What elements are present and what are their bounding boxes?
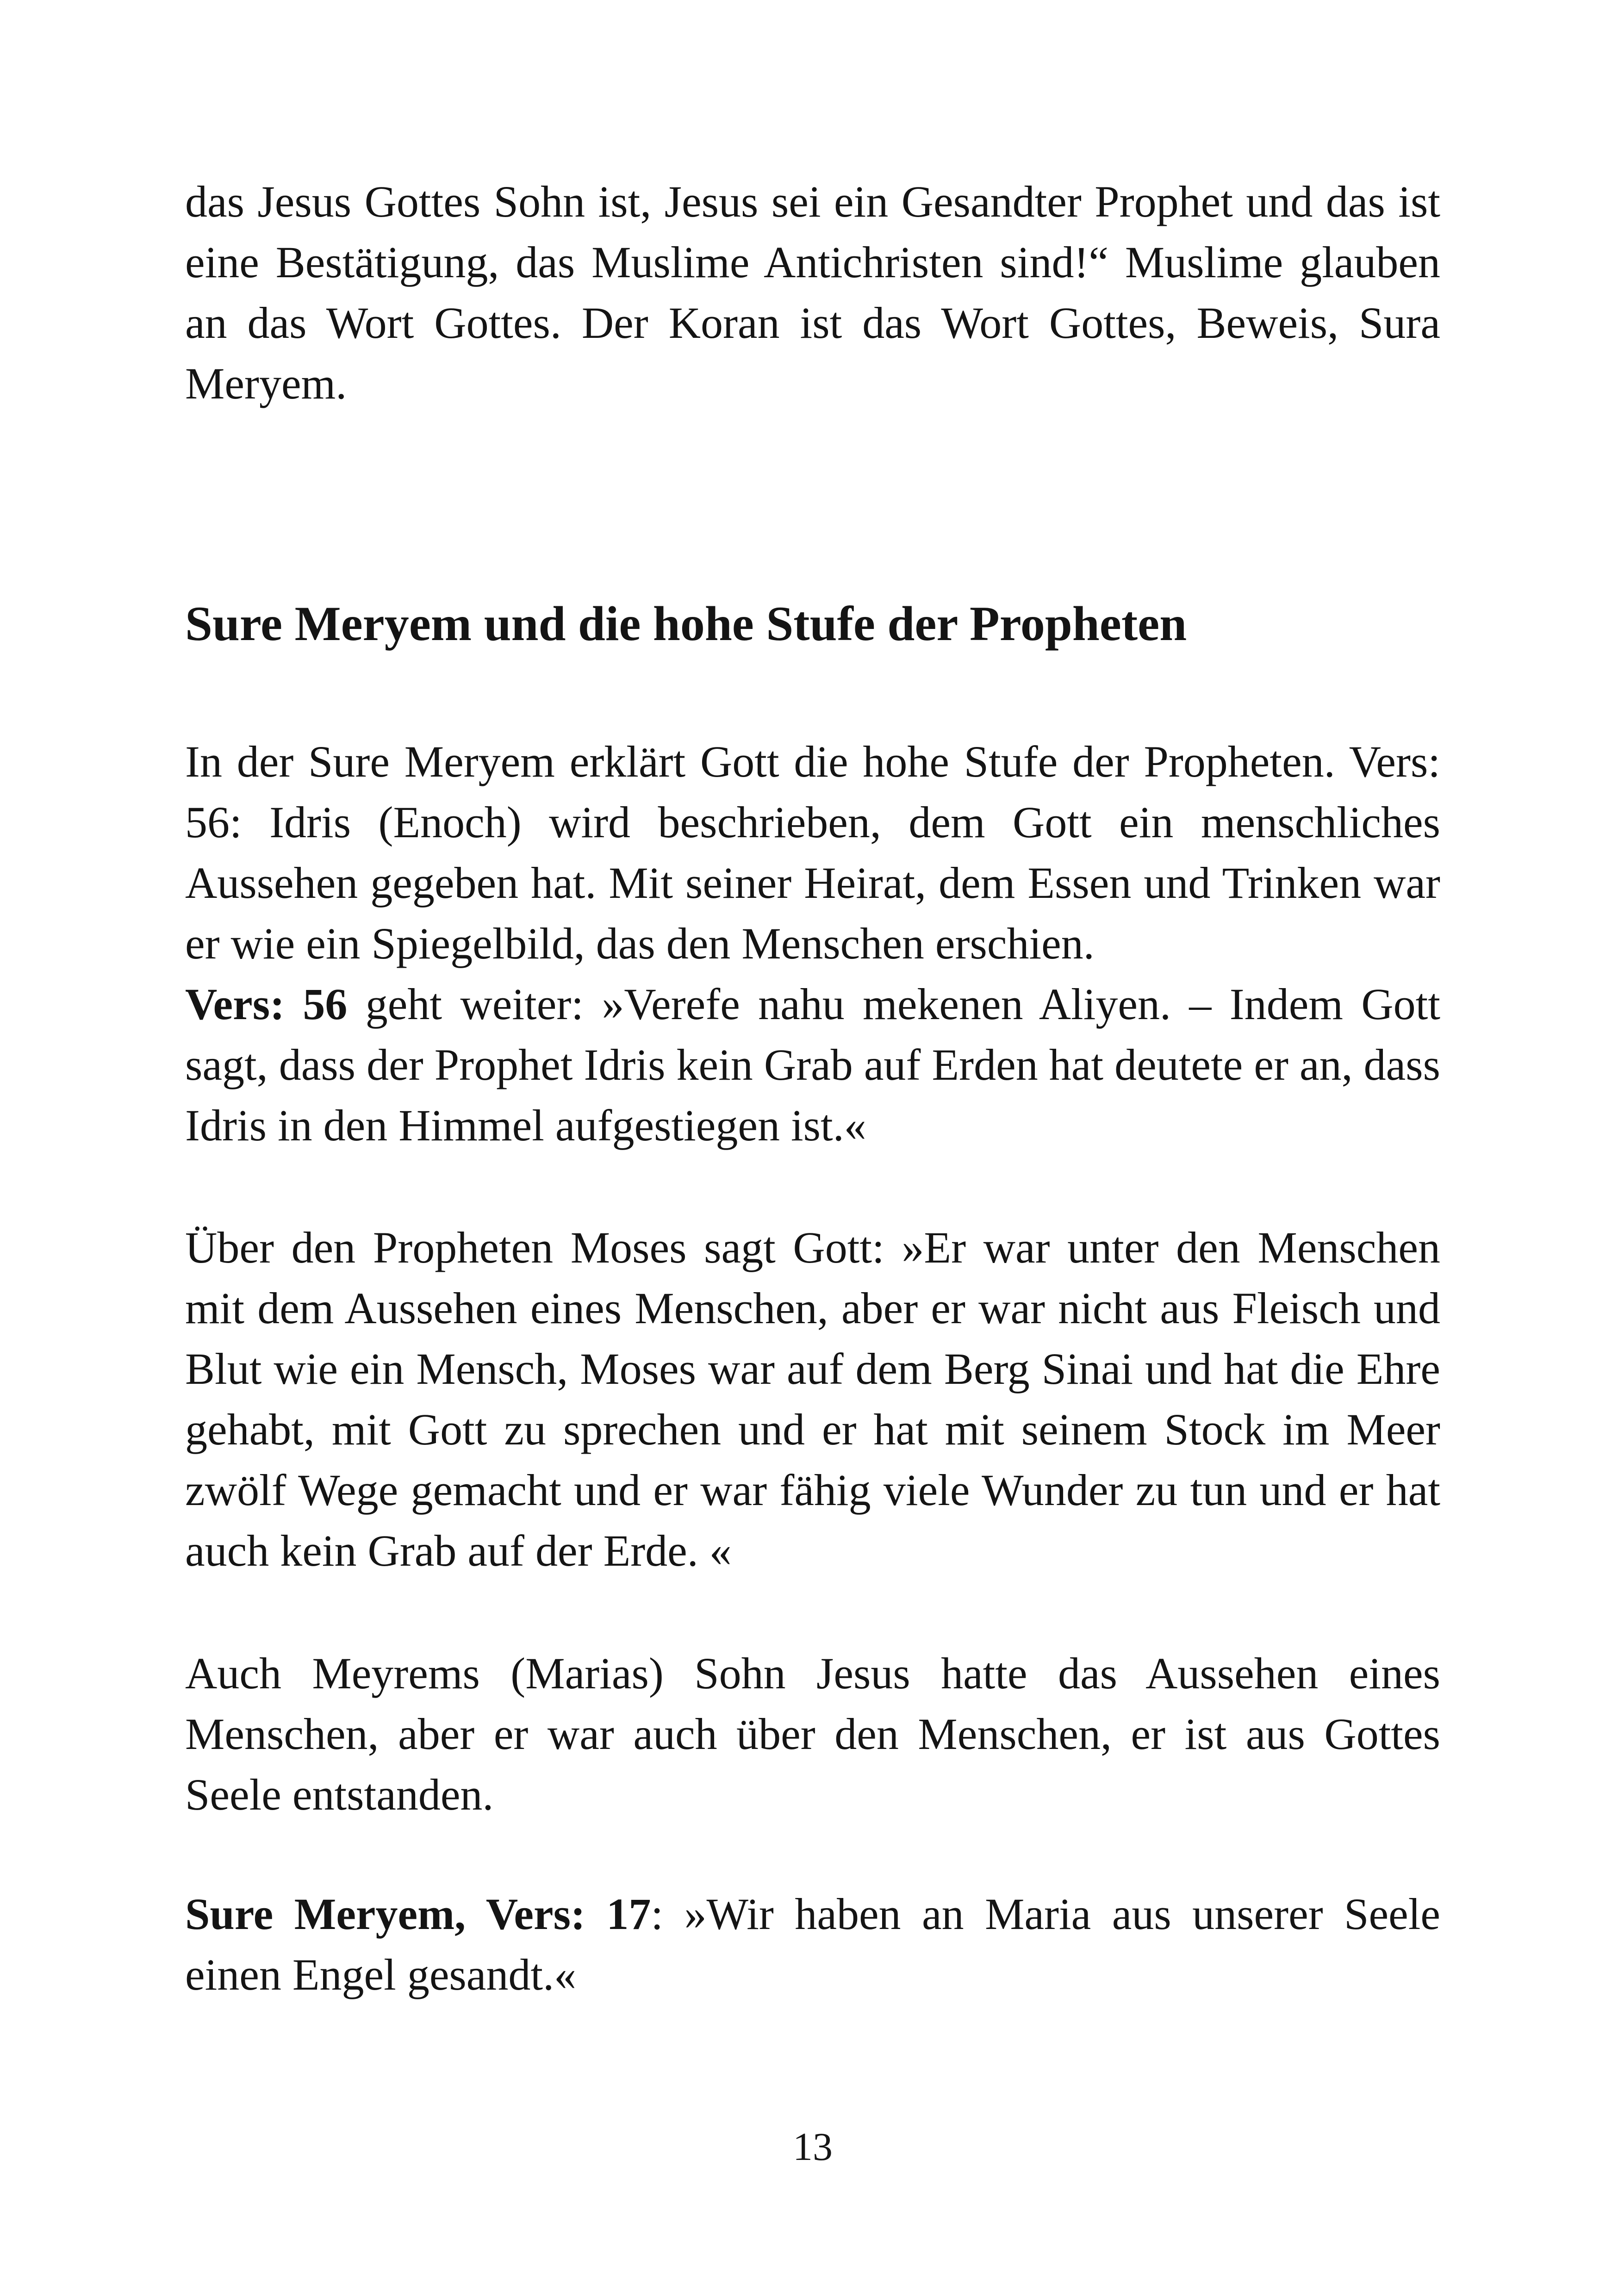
paragraph-verse-17: [185, 1884, 1440, 2005]
verse-17-reference: Sure Meryem, Vers: 17: [185, 1889, 651, 1939]
verse-56-reference: Vers: 56: [185, 979, 348, 1029]
paragraph-verse-56: [185, 974, 1440, 1156]
page-number: 13: [793, 2124, 833, 2169]
paragraph-moses: Über den Propheten Moses sagt Gott: »Er war unter den Menschen mit dem Aussehen eines Menschen, aber er war nicht aus Fleisch und Blut wie ein Mensch, Moses war auf dem Berg Sinai und hat die Ehre gehabt, mit Gott zu sprechen und er hat mit seinem Stock im Meer zwölf Wege gemacht und er war fähig viele Wunder zu tun und er hat auch kein Grab auf der Erde. «: [185, 1223, 1440, 1575]
paragraph-idris: In der Sure Meryem erklärt Gott die hohe Stufe der Propheten. Vers: 56: Idris (Enoch) wird beschrieben, dem Gott ein menschliches Aussehen gegeben hat. Mit seiner Heirat, dem Essen und Trinken war er wie ein Spiegelbild, das den Menschen erschien.: [185, 737, 1440, 968]
paragraph-jesus: Auch Meyrems (Marias) Sohn Jesus hatte das Aussehen eines Menschen, aber er war auch über den Menschen, er ist aus Gottes Seele entstanden.: [185, 1649, 1440, 1819]
verse-56-text: geht weiter: »Verefe nahu mekenen Aliyen. – Indem Gott sagt, dass der Prophet Idris kein Grab auf Erden hat deutete er an, dass Idris in den Himmel aufgestiegen ist.«: [185, 979, 1441, 1150]
section-heading: Sure Meryem und die hohe Stufe der Propheten: [185, 597, 1187, 651]
document-page: [185, 0, 1440, 2296]
verse-17-text: : »Wir haben an Maria aus unserer Seele einen Engel gesandt.«: [185, 1889, 1441, 1999]
intro-paragraph: das Jesus Gottes Sohn ist, Jesus sei ein Gesandter Prophet und das ist eine Bestätigung, das Muslime Antichristen sind!“ Muslime glauben an das Wort Gottes. Der Koran ist das Wort Gottes, Beweis, Sura Meryem.: [185, 177, 1440, 408]
